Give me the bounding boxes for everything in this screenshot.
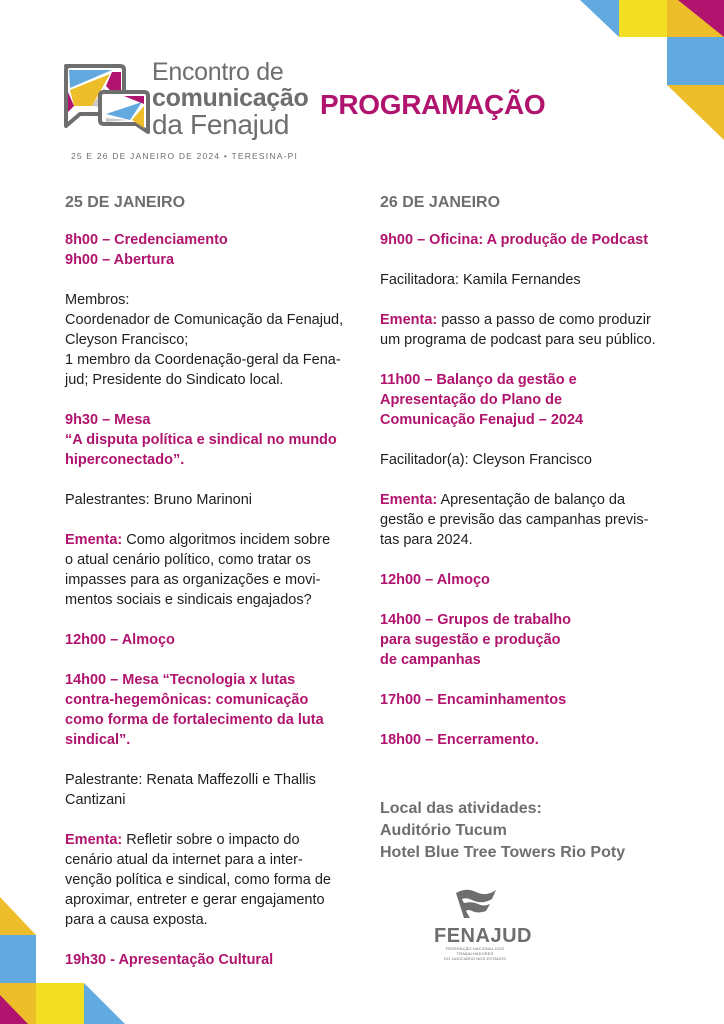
oficina-facilitator: Facilitadora: Kamila Fernandes bbox=[380, 272, 581, 288]
event-logo-text bbox=[152, 60, 308, 139]
ementa-label: Ementa: bbox=[65, 532, 123, 548]
schedule-item-grupos: 14h00 – Grupos de trabalho bbox=[380, 612, 571, 628]
members-line: Cleyson Francisco; bbox=[65, 332, 189, 348]
schedule-item-encerramento: 18h00 – Encerramento. bbox=[380, 732, 539, 748]
members-line: Coordenador de Comunicação da Fenajud, bbox=[65, 312, 344, 328]
logo-line-1: Encontro de bbox=[152, 58, 284, 86]
mesa-2-title-line: sindical”. bbox=[65, 732, 131, 748]
mesa-1-speakers: Palestrantes: Bruno Marinoni bbox=[65, 492, 252, 508]
ementa-line: cenário atual da internet para a inter- bbox=[65, 852, 303, 868]
ementa-text: Apresentação de balanço da bbox=[437, 492, 626, 508]
mesa-1-ementa bbox=[65, 530, 365, 550]
venue-line: Auditório Tucum bbox=[380, 822, 507, 839]
fenajud-subtitle: FEDERAÇÃO NACIONAL DOS TRABALHADORES bbox=[445, 946, 505, 956]
schedule-item-encaminhamentos: 17h00 – Encaminhamentos bbox=[380, 692, 567, 708]
mesa-2-speakers: Palestrante: Renata Maffezolli e Thallis bbox=[65, 772, 316, 788]
mesa-2-title-line: como forma de fortalecimento da luta bbox=[65, 712, 324, 728]
ementa-line: gestão e previsão das campanhas previs- bbox=[380, 512, 649, 528]
grupos-title-line: de campanhas bbox=[380, 652, 481, 668]
blue-square-shape bbox=[0, 935, 36, 983]
day-2-heading: 26 DE JANEIRO bbox=[380, 194, 501, 211]
schedule-item-almoco: 12h00 – Almoço bbox=[380, 572, 490, 588]
balanco-title-line: Apresentação do Plano de bbox=[380, 392, 563, 408]
ementa-label: Ementa: bbox=[380, 492, 438, 508]
schedule-item-mesa-1-time: 9h30 – Mesa bbox=[65, 412, 151, 428]
day-2-schedule bbox=[380, 192, 680, 864]
fenajud-subtitle: DO JUDICIÁRIO NOS ESTADOS bbox=[444, 956, 506, 961]
orange-triangle-shape bbox=[667, 85, 724, 140]
members-line: jud; Presidente do Sindicato local. bbox=[65, 372, 284, 388]
schedule-item-balanco: 11h00 – Balanço da gestão e bbox=[380, 372, 577, 388]
corner-decoration-top-right bbox=[570, 0, 724, 145]
schedule-item-abertura: 9h00 – Abertura bbox=[65, 252, 175, 268]
blue-triangle-shape bbox=[84, 983, 125, 1024]
ementa-line: para a causa exposta. bbox=[65, 912, 208, 928]
mesa-1-title-line: hiperconectado”. bbox=[65, 452, 185, 468]
ementa-line: aproximar, entreter e gerar engajamento bbox=[65, 892, 325, 908]
mesa-2-speakers: Cantizani bbox=[65, 792, 126, 808]
ementa-line: mentos sociais e sindicais engajados? bbox=[65, 592, 312, 608]
fenajud-logo bbox=[434, 887, 532, 961]
fenajud-name: FENAJUD bbox=[434, 925, 532, 947]
ementa-line: impasses para as organizações e movi- bbox=[65, 572, 321, 588]
ementa-line: venção política e sindical, como forma de bbox=[65, 872, 331, 888]
ementa-text: passo a passo de como produzir bbox=[437, 312, 651, 328]
blue-triangle-shape bbox=[580, 0, 619, 37]
flag-icon bbox=[452, 887, 498, 919]
schedule-item-almoco: 12h00 – Almoço bbox=[65, 632, 175, 648]
yellow-square-shape bbox=[619, 0, 667, 37]
orange-triangle-shape bbox=[0, 897, 36, 935]
members-label: Membros: bbox=[65, 292, 130, 308]
event-dateline: 25 E 26 DE JANEIRO DE 2024 • TERESINA-PI bbox=[71, 151, 299, 161]
ementa-label: Ementa: bbox=[380, 312, 438, 328]
ementa-text: Refletir sobre o impacto do bbox=[122, 832, 300, 848]
mesa-1-title-line: “A disputa política e sindical no mundo bbox=[65, 432, 337, 448]
ementa-text: Como algoritmos incidem sobre bbox=[122, 532, 331, 548]
page-title: PROGRAMAÇÃO bbox=[320, 89, 546, 120]
venue-line: Hotel Blue Tree Towers Rio Poty bbox=[380, 844, 626, 861]
day-1-heading: 25 DE JANEIRO bbox=[65, 194, 186, 211]
logo-line-2: comunicação bbox=[152, 84, 309, 112]
grupos-title-line: para sugestão e produção bbox=[380, 632, 561, 648]
blue-square-shape bbox=[667, 37, 724, 85]
mesa-2-ementa bbox=[65, 830, 365, 850]
schedule-item-cultural: 19h30 - Apresentação Cultural bbox=[65, 952, 274, 968]
members-line: 1 membro da Coordenação-geral da Fena- bbox=[65, 352, 341, 368]
ementa-line: um programa de podcast para seu público. bbox=[380, 332, 656, 348]
schedule-item-oficina: 9h00 – Oficina: A produção de Podcast bbox=[380, 232, 649, 248]
oficina-ementa bbox=[380, 310, 680, 330]
balanco-ementa bbox=[380, 490, 680, 510]
event-logo-icon bbox=[62, 62, 152, 142]
ementa-line: tas para 2024. bbox=[380, 532, 473, 548]
balanco-title-line: Comunicação Fenajud – 2024 bbox=[380, 412, 584, 428]
yellow-square-shape bbox=[36, 983, 84, 1024]
balanco-facilitator: Facilitador(a): Cleyson Francisco bbox=[380, 452, 592, 468]
schedule-item-credenciamento: 8h00 – Credenciamento bbox=[65, 232, 228, 248]
ementa-label: Ementa: bbox=[65, 832, 123, 848]
day-1-schedule bbox=[65, 192, 365, 970]
logo-line-3: da Fenajud bbox=[152, 109, 290, 140]
ementa-line: o atual cenário político, como tratar os bbox=[65, 552, 311, 568]
mesa-2-title-line: 14h00 – Mesa “Tecnologia x lutas bbox=[65, 672, 296, 688]
venue-label: Local das atividades: bbox=[380, 800, 542, 817]
mesa-2-title-line: contra-hegemônicas: comunicação bbox=[65, 692, 309, 708]
